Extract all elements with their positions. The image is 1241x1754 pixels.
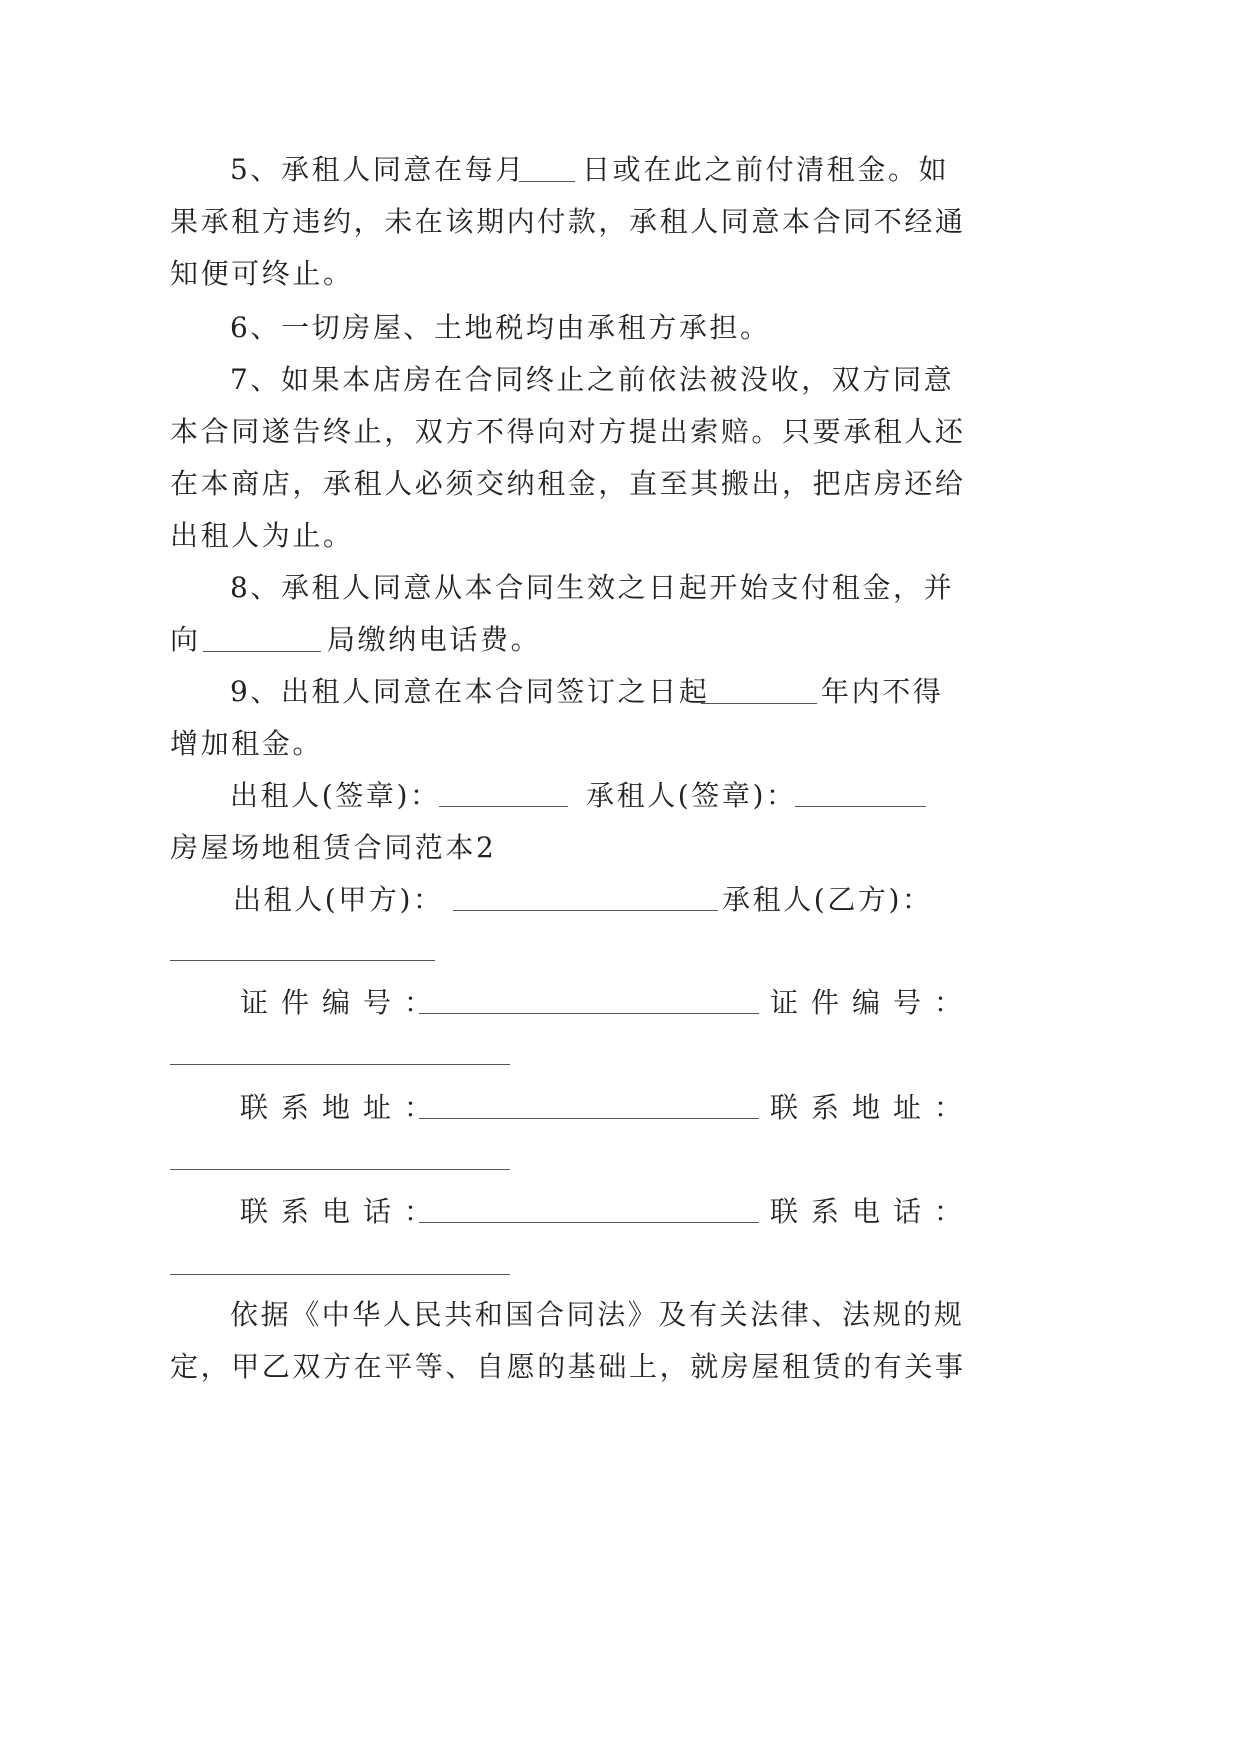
id-number-a-label: 证件编号：	[240, 986, 446, 1019]
clause-9-line-2: 增加租金。	[170, 727, 324, 760]
party-a-label: 出租人(甲方)：	[233, 883, 444, 916]
phone-b-label: 联系电话：	[770, 1195, 976, 1228]
lessor-signature-label: 出租人(签章)：	[230, 779, 441, 812]
address-b-blank	[170, 1169, 510, 1170]
address-a-label: 联系地址：	[240, 1091, 446, 1124]
id-number-b-blank	[170, 1064, 510, 1065]
lessee-signature-blank	[795, 806, 926, 807]
intro-line-1: 依据《中华人民共和国合同法》及有关法律、法规的规	[230, 1298, 965, 1331]
phone-bureau-blank	[203, 651, 321, 652]
id-number-b-label: 证件编号：	[770, 986, 976, 1019]
phone-b-blank	[170, 1274, 510, 1275]
clause-7-line-1: 7、如果本店房在合同终止之前依法被没收，双方同意	[230, 363, 955, 396]
clause-5-line-3: 知便可终止。	[170, 257, 354, 290]
phone-a-label: 联系电话：	[240, 1195, 446, 1228]
clause-5-line-2: 果承租方违约，未在该期内付款，承租人同意本合同不经通	[170, 205, 966, 238]
lessee-signature-label: 承租人(签章)：	[586, 779, 797, 812]
clause-8-line-2a: 向	[170, 623, 201, 656]
years-blank	[701, 703, 817, 704]
clause-8-line-2b: 局缴纳电话费。	[327, 623, 542, 656]
clause-5-line-1a: 5、承租人同意在每月	[230, 153, 526, 186]
clause-5-line-1b: 日或在此之前付清租金。如	[582, 153, 950, 186]
address-b-label: 联系地址：	[770, 1091, 976, 1124]
clause-7-line-3: 在本商店，承租人必须交纳租金，直至其搬出，把店房还给	[170, 467, 966, 500]
id-number-a-blank	[419, 1013, 759, 1014]
party-b-label: 承租人(乙方)：	[722, 883, 933, 916]
clause-6-line-1: 6、一切房屋、土地税均由承租方承担。	[230, 311, 771, 344]
lessor-signature-blank	[439, 806, 568, 807]
phone-a-blank	[419, 1222, 759, 1223]
clause-9-line-1a: 9、出租人同意在本合同签订之日起	[230, 675, 710, 708]
party-b-blank	[170, 960, 435, 961]
clause-7-line-4: 出租人为止。	[170, 519, 354, 552]
section-title: 房屋场地租赁合同范本2	[170, 831, 497, 864]
intro-line-2: 定，甲乙双方在平等、自愿的基础上，就房屋租赁的有关事	[170, 1350, 966, 1383]
clause-8-line-1: 8、承租人同意从本合同生效之日起开始支付租金，并	[230, 571, 955, 604]
clause-9-line-1b: 年内不得	[821, 675, 944, 708]
rent-day-blank	[519, 181, 575, 182]
address-a-blank	[419, 1118, 759, 1119]
clause-7-line-2: 本合同遂告终止，双方不得向对方提出索赔。只要承租人还	[170, 415, 966, 448]
party-a-blank	[453, 910, 718, 911]
